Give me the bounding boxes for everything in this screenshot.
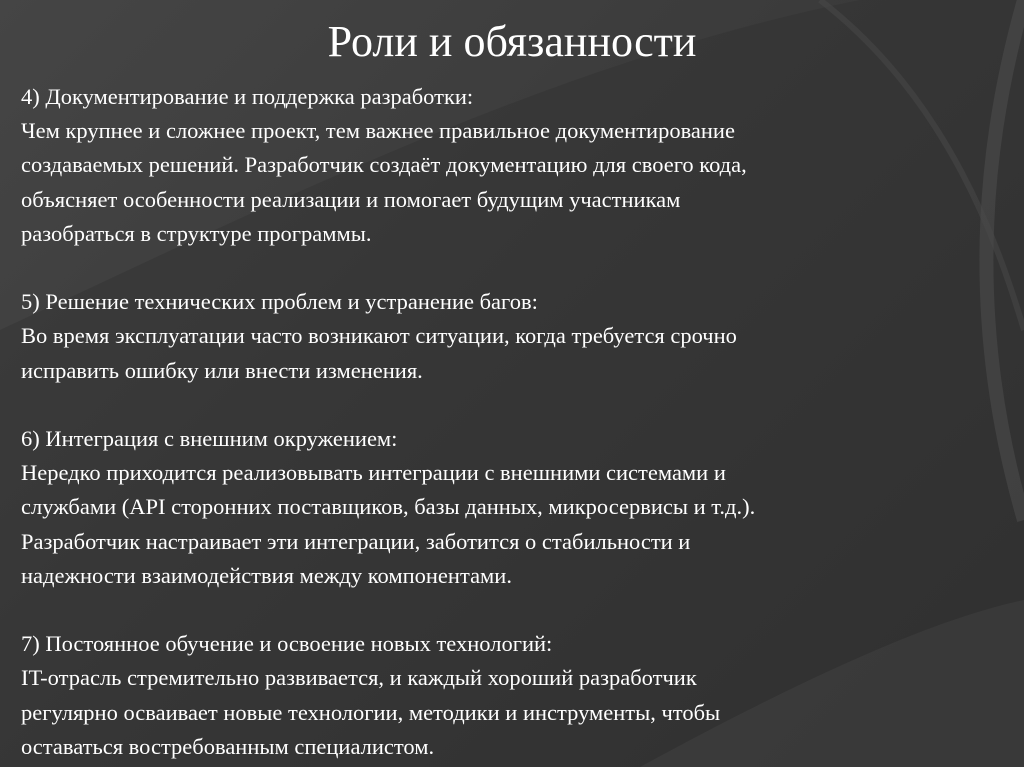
section-heading: 5) Решение технических проблем и устранение багов: (21, 289, 538, 315)
section-line: Во время эксплуатации часто возникают ситуации, когда требуется срочно (21, 323, 737, 349)
section-line: IT-отрасль стремительно развивается, и каждый хороший разработчик (21, 665, 697, 691)
section-line: Чем крупнее и сложнее проект, тем важнее правильное документирование (21, 118, 735, 144)
section-line: объясняет особенности реализации и помогает будущим участникам (21, 186, 681, 212)
section-line: Нередко приходится реализовывать интеграции с внешними системами и (21, 460, 726, 486)
section-heading: 4) Документирование и поддержка разработки: (21, 84, 474, 109)
section-line: разобраться в структуре программы. (21, 220, 372, 246)
section-line: регулярно осваивает новые технологии, методики и инструменты, чтобы (21, 699, 721, 725)
section-documentation (21, 80, 996, 251)
slide-content (21, 80, 996, 767)
slide-title: Роли и обязанности (327, 17, 697, 66)
section-integration (21, 422, 996, 593)
section-line: оставаться востребованным специалистом. (21, 733, 435, 759)
section-bug-fixing (21, 285, 996, 388)
section-heading: 7) Постоянное обучение и освоение новых технологий: (21, 631, 553, 657)
section-line: службами (API сторонних поставщиков, базы данных, микросервисы и т.д.). (21, 494, 756, 520)
section-heading: 6) Интеграция с внешним окружением: (21, 426, 398, 451)
section-learning (21, 627, 996, 764)
section-line: Разработчик настраивает эти интеграции, заботится о стабильности и (21, 528, 691, 554)
section-line: создаваемых решений. Разработчик создаёт документацию для своего кода, (21, 152, 747, 178)
section-line: исправить ошибку или внести изменения. (21, 357, 423, 383)
section-line: надежности взаимодействия между компонентами. (21, 562, 512, 588)
